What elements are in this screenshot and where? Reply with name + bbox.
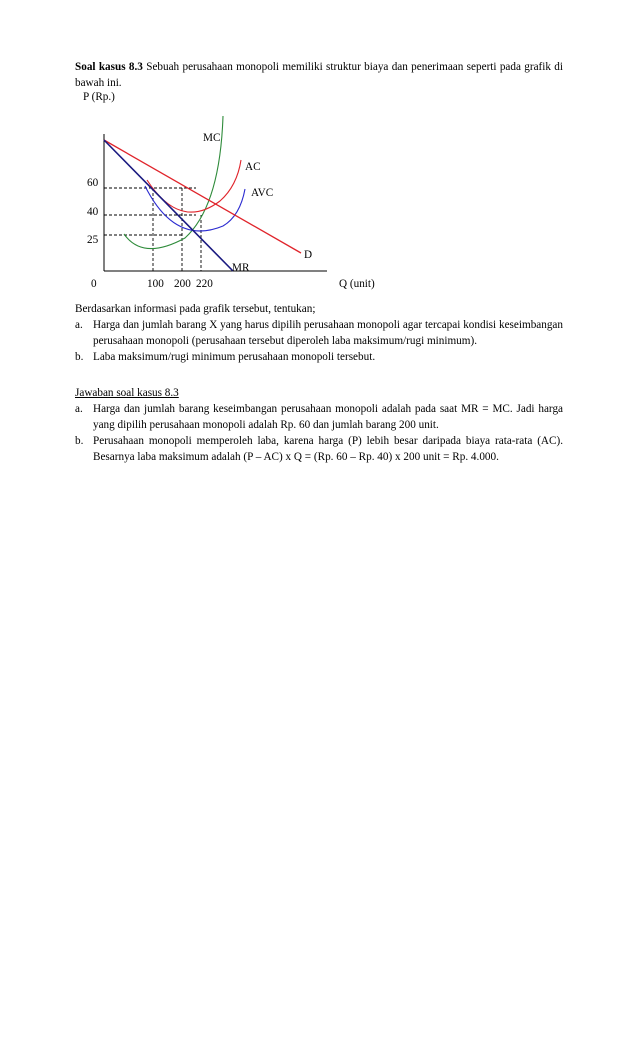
- question-intro: Berdasarkan informasi pada grafik tersebut, tentukan;: [75, 303, 316, 315]
- ac-label: AC: [245, 161, 261, 173]
- answer-item-a-text: Harga dan jumlah barang keseimbangan perusahaan monopoli adalah pada saat MR = MC. Jadi harga yang dipilih perusahaan monopoli adalah Rp. 60 dan jumlah barang 200 unit.: [93, 403, 563, 431]
- y-tick-60: 60: [87, 177, 99, 189]
- question-item-b-text: Laba maksimum/rugi minimum perusahaan monopoli tersebut.: [93, 351, 376, 363]
- question-item-b: [75, 349, 563, 365]
- x-tick-220: 220: [196, 278, 213, 290]
- answer-item-b: [75, 433, 563, 465]
- mc-label: MC: [203, 132, 221, 144]
- answer-item-b-mark: b.: [75, 435, 84, 447]
- question-section: [75, 301, 563, 365]
- answer-item-b-text: Perusahaan monopoli memperoleh laba, karena harga (P) lebih besar daripada biaya rata-rata (AC). Besarnya laba maksimum adalah (P – AC) x Q = (Rp. 60 – Rp. 40) x 200 unit = Rp. 4.000.: [93, 435, 563, 463]
- answer-section: [75, 385, 563, 465]
- question-item-b-mark: b.: [75, 351, 84, 363]
- mr-label: MR: [232, 262, 250, 274]
- question-item-a-mark: a.: [75, 319, 83, 331]
- x-tick-100: 100: [147, 278, 164, 290]
- x-axis-label: Q (unit): [339, 278, 375, 290]
- answer-item-a: [75, 401, 563, 433]
- ac-curve: [147, 160, 241, 212]
- d-label: D: [304, 249, 313, 261]
- cost-revenue-graph: [75, 86, 395, 298]
- y-tick-40: 40: [87, 206, 99, 218]
- question-item-a: [75, 317, 563, 349]
- y-axis-label: P (Rp.): [83, 91, 115, 103]
- x-tick-200: 200: [174, 278, 191, 290]
- answer-item-a-mark: a.: [75, 403, 83, 415]
- question-item-a-text: Harga dan jumlah barang X yang harus dipilih perusahaan monopoli agar tercapai kondisi keseimbangan perusahaan monopoli (perusahaan tersebut diperoleh laba maksimum/rugi minimum).: [93, 319, 563, 347]
- problem-title: Soal kasus 8.3: [75, 61, 143, 73]
- avc-label: AVC: [251, 187, 274, 199]
- dashed-guides: [104, 188, 201, 271]
- answer-heading: Jawaban soal kasus 8.3: [75, 387, 179, 399]
- y-tick-25: 25: [87, 234, 99, 246]
- origin-label: 0: [91, 278, 97, 290]
- problem-text: Sebuah perusahaan monopoli memiliki struktur biaya dan penerimaan seperti pada grafik di bawah ini.: [75, 61, 564, 89]
